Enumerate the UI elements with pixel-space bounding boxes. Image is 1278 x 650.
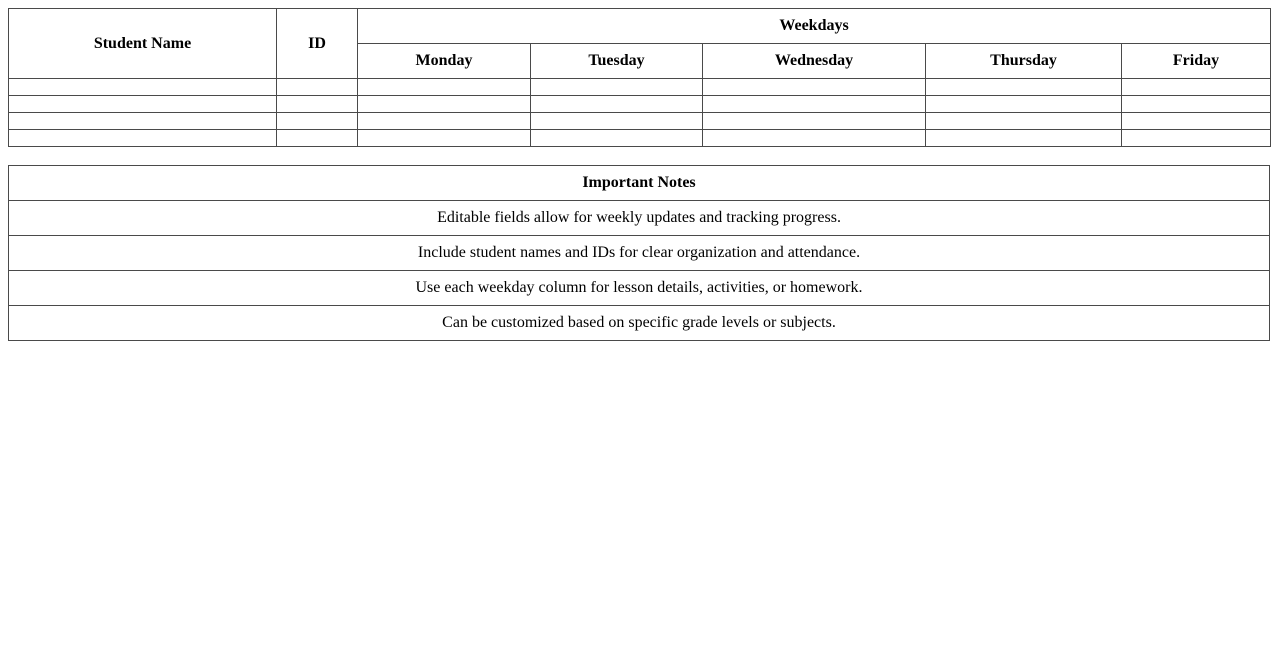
cell-thursday[interactable] <box>926 79 1122 96</box>
cell-friday[interactable] <box>1122 96 1271 113</box>
page <box>8 8 1270 341</box>
cell-tuesday[interactable] <box>531 113 703 130</box>
note-item: Include student names and IDs for clear organization and attendance. <box>9 236 1270 271</box>
cell-thursday[interactable] <box>926 96 1122 113</box>
cell-thursday[interactable] <box>926 130 1122 147</box>
cell-id[interactable] <box>277 130 358 147</box>
header-tuesday: Tuesday <box>531 44 703 79</box>
cell-friday[interactable] <box>1122 113 1271 130</box>
note-item: Can be customized based on specific grade levels or subjects. <box>9 306 1270 341</box>
cell-wednesday[interactable] <box>703 79 926 96</box>
header-student-name: Student Name <box>9 9 277 79</box>
cell-monday[interactable] <box>358 130 531 147</box>
table-row <box>9 96 1271 113</box>
cell-student-name[interactable] <box>9 79 277 96</box>
note-row <box>9 201 1270 236</box>
header-monday: Monday <box>358 44 531 79</box>
header-friday: Friday <box>1122 44 1271 79</box>
weekly-schedule-table <box>8 8 1271 147</box>
note-item: Editable fields allow for weekly updates and tracking progress. <box>9 201 1270 236</box>
header-id: ID <box>277 9 358 79</box>
header-weekdays: Weekdays <box>358 9 1271 44</box>
cell-monday[interactable] <box>358 96 531 113</box>
note-item: Use each weekday column for lesson details, activities, or homework. <box>9 271 1270 306</box>
important-notes-table <box>8 165 1270 341</box>
cell-student-name[interactable] <box>9 96 277 113</box>
cell-id[interactable] <box>277 79 358 96</box>
cell-monday[interactable] <box>358 113 531 130</box>
cell-tuesday[interactable] <box>531 79 703 96</box>
header-thursday: Thursday <box>926 44 1122 79</box>
cell-wednesday[interactable] <box>703 113 926 130</box>
cell-friday[interactable] <box>1122 130 1271 147</box>
cell-tuesday[interactable] <box>531 130 703 147</box>
note-row <box>9 271 1270 306</box>
table-row <box>9 130 1271 147</box>
cell-id[interactable] <box>277 113 358 130</box>
cell-thursday[interactable] <box>926 113 1122 130</box>
notes-title: Important Notes <box>9 166 1270 201</box>
note-row <box>9 236 1270 271</box>
cell-id[interactable] <box>277 96 358 113</box>
table-row <box>9 113 1271 130</box>
table-row <box>9 79 1271 96</box>
cell-student-name[interactable] <box>9 113 277 130</box>
cell-tuesday[interactable] <box>531 96 703 113</box>
header-wednesday: Wednesday <box>703 44 926 79</box>
cell-monday[interactable] <box>358 79 531 96</box>
cell-wednesday[interactable] <box>703 96 926 113</box>
cell-student-name[interactable] <box>9 130 277 147</box>
cell-wednesday[interactable] <box>703 130 926 147</box>
note-row <box>9 306 1270 341</box>
cell-friday[interactable] <box>1122 79 1271 96</box>
